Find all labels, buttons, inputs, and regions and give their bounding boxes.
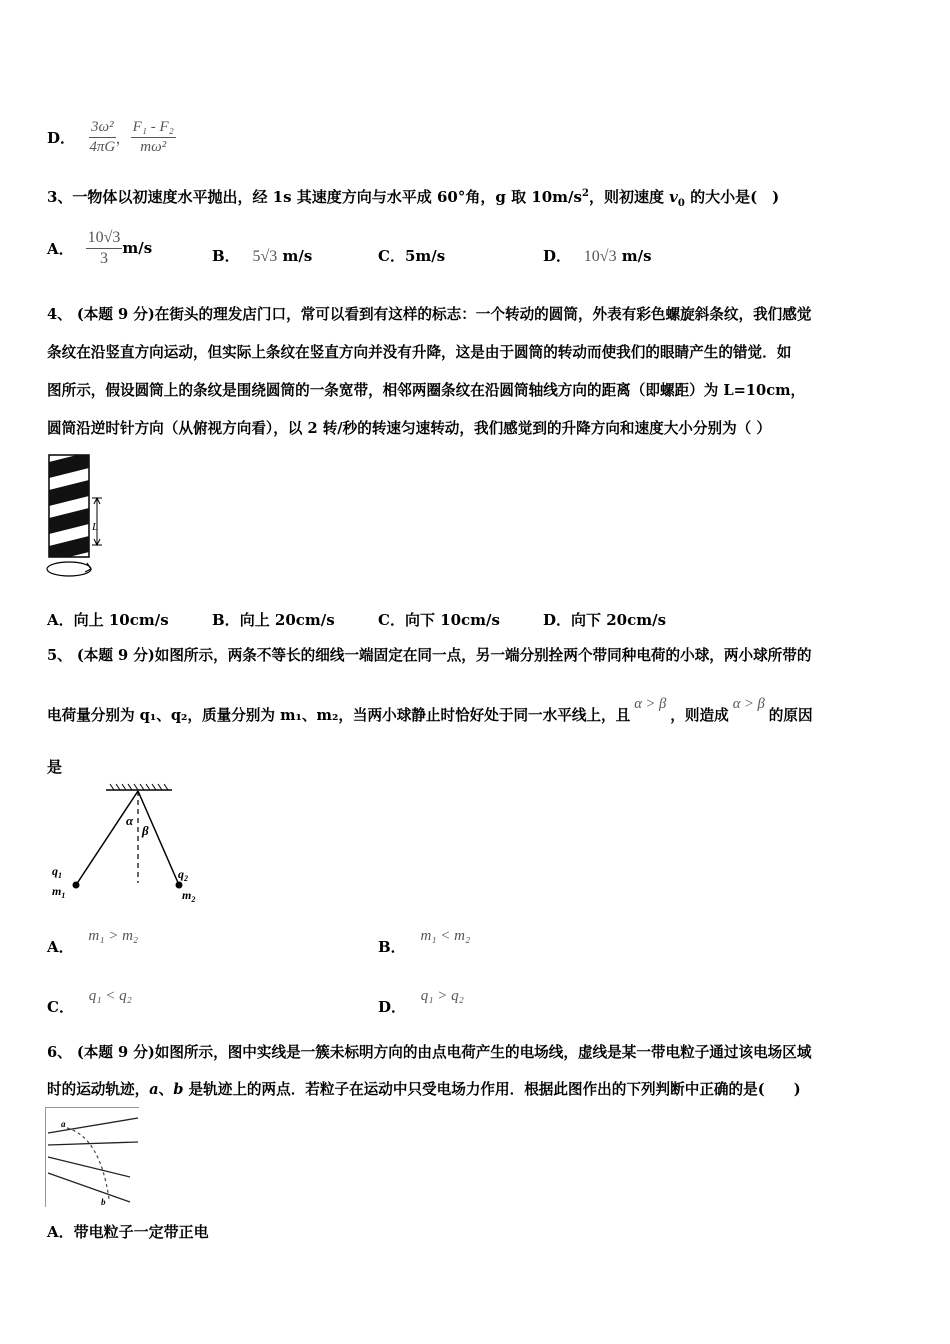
q4-stem-line: 条纹在沿竖直方向运动，但实际上条纹在竖直方向并没有升降，这是由于圆筒的转动而使我们的眼睛产生的错觉．如: [47, 344, 792, 361]
q3-option-a-den: 3: [100, 249, 109, 267]
q3-option-d-unit: m/s: [616, 247, 652, 265]
q5-cond-1: α > β: [634, 695, 667, 712]
q2-label: q: [178, 867, 184, 881]
q2-sep: ，: [115, 130, 131, 147]
q3-stem-sup: 2: [581, 188, 589, 199]
m2-sub: 2: [191, 895, 196, 904]
q4-stem: [47, 296, 907, 448]
q3-option-a-label: A．: [47, 239, 74, 258]
q6-stem-text-b: 、: [158, 1081, 174, 1098]
q3-option-a-fraction: [86, 229, 123, 268]
q4-option-c-text: 向下 10cm/s: [404, 611, 500, 629]
q3-option-c-label: C．: [378, 247, 405, 265]
q6-stem-text-c: 是轨迹上的两点．若粒子在运动中只受电场力作用．根据此图作出的下列判断中正确的是( ): [183, 1081, 801, 1098]
q6-stem-a: a: [149, 1081, 159, 1098]
q3-option-b: [212, 245, 312, 266]
q4-option-a-text: 向上 10cm/s: [73, 611, 169, 629]
field-lines-figure: [45, 1107, 141, 1207]
pendulum-figure: [46, 783, 216, 908]
point-b-label: b: [101, 1197, 106, 1207]
q5-option-b: [378, 924, 470, 954]
q3-stem-text-c: 的大小是( ): [684, 188, 780, 206]
q4-option-a-label: A．: [47, 611, 74, 629]
m1-sub: 1: [61, 891, 66, 900]
svg-text:m2: [182, 888, 195, 904]
q3-option-d: [543, 245, 652, 266]
q4-stem-line: 4、 (本题 9 分)在街头的理发店门口，常可以看到有这样的标志：一个转动的圆筒，外表有彩色螺旋斜条纹，我们感觉: [47, 306, 812, 323]
alpha-label: α: [126, 813, 134, 828]
svg-text:q1: [52, 864, 62, 880]
q3-option-a-num: 10√3: [86, 229, 123, 249]
q3-stem-v-sub: 0: [677, 198, 685, 209]
q5-stem-line2: [47, 694, 813, 734]
q3-option-c: [378, 245, 445, 266]
q4-option-b-label: B．: [212, 611, 240, 629]
q2-frac2-den: mω²: [140, 138, 167, 155]
q3-option-b-unit: m/s: [277, 247, 313, 265]
q5-stem-line1: 5、 (本题 9 分)如图所示，两条不等长的细线一端固定在同一点，另一端分别拴两个带同种电荷的小球，两小球所带的: [47, 647, 812, 664]
q3-stem-text-a: 3、一物体以初速度水平抛出，经 1s 其速度方向与水平成 60°角，g 取 10m/s: [47, 188, 582, 206]
q2-option-d: [47, 112, 176, 162]
q3-stem-text-b: ，则初速度: [588, 188, 670, 206]
q2-frac1-den: 4πG: [89, 138, 116, 155]
q5-stem-text-c: 的原因: [768, 706, 813, 724]
m2-label: m: [182, 888, 192, 902]
q3-option-b-label: B．: [212, 247, 240, 265]
q6-stem-text-a: 时的运动轨迹，: [47, 1081, 150, 1098]
q5-stem-line3: 是: [47, 758, 63, 776]
q6-option-a: [47, 1221, 209, 1242]
barber-pole-figure: [40, 448, 110, 583]
q1-sub: 1: [58, 871, 62, 880]
q2-option-d-formula: [89, 119, 176, 156]
q6-stem-line2: [47, 1078, 801, 1099]
svg-text:q2: [178, 867, 188, 883]
q4-option-c: [378, 609, 500, 630]
q3-option-d-math: 10√3: [583, 248, 617, 265]
q4-stem-line: 圆筒沿逆时针方向（从俯视方向看），以 2 转/秒的转速匀速转动，我们感觉到的升降方向和速度大小分别为（ ）: [47, 420, 771, 437]
q5-option-a-math: m₁ > m₂: [88, 928, 139, 944]
svg-text:m1: [52, 884, 65, 900]
m1-label: m: [52, 884, 62, 898]
q3-stem: [47, 186, 779, 209]
q4-option-d-text: 向下 20cm/s: [571, 611, 667, 629]
q3-option-d-label: D．: [543, 247, 572, 265]
q4-option-b: [212, 609, 335, 630]
q4-option-a: [47, 609, 169, 630]
q5-option-d: [378, 984, 464, 1014]
q5-option-a-label: A．: [47, 938, 74, 956]
pole-label-L: L: [92, 521, 99, 533]
q5-option-c-math: q₁ < q₂: [88, 988, 132, 1004]
q2-sub: 2: [184, 874, 188, 883]
q2-option-d-label: D．: [47, 128, 76, 147]
q4-stem-line: 图所示，假设圆筒上的条纹是围绕圆筒的一条宽带，相邻两圈条纹在沿圆筒轴线方向的距离（即螺距）为 L=10cm，: [47, 382, 806, 399]
q3-option-a-unit: m/s: [122, 239, 153, 257]
q4-option-d-label: D．: [543, 611, 572, 629]
q5-option-b-label: B．: [378, 938, 406, 956]
q3-option-a: [47, 224, 152, 272]
q5-option-d-math: q₁ > q₂: [420, 988, 464, 1004]
q3-option-c-text: 5m/s: [404, 247, 446, 265]
q5-option-c-label: C．: [47, 998, 74, 1016]
beta-label: β: [142, 823, 149, 838]
q6-stem-b: b: [173, 1081, 184, 1098]
q4-option-b-text: 向上 20cm/s: [239, 611, 335, 629]
q5-cond-2: α > β: [732, 695, 765, 712]
q2-frac2-num: F₁ - F₂: [131, 119, 176, 138]
q5-option-d-label: D．: [378, 998, 407, 1016]
q5-stem-text-a: 电荷量分别为 q₁、q₂，质量分别为 m₁、m₂，当两小球静止时恰好处于同一水平线上，且: [47, 706, 631, 724]
q3-stem-v: v: [669, 188, 678, 206]
q6-option-a-label: A．: [47, 1223, 74, 1241]
q3-option-b-math: 5√3: [252, 248, 278, 265]
q6-stem-line1: 6、 (本题 9 分)如图所示，图中实线是一簇未标明方向的由点电荷产生的电场线，虚线是某一带电粒子通过该电场区域: [47, 1044, 812, 1061]
point-a-label: a: [61, 1119, 66, 1129]
q6-option-a-text: 带电粒子一定带正电: [73, 1223, 209, 1241]
q5-option-c: [47, 984, 132, 1014]
q5-option-a: [47, 924, 138, 954]
q5-option-b-math: m₁ < m₂: [420, 928, 471, 944]
q5-stem-text-b: ，则造成: [670, 706, 729, 724]
q4-option-c-label: C．: [378, 611, 405, 629]
q4-option-d: [543, 609, 666, 630]
q1-label: q: [52, 864, 58, 878]
q2-frac1-num: 3ω²: [89, 119, 116, 138]
